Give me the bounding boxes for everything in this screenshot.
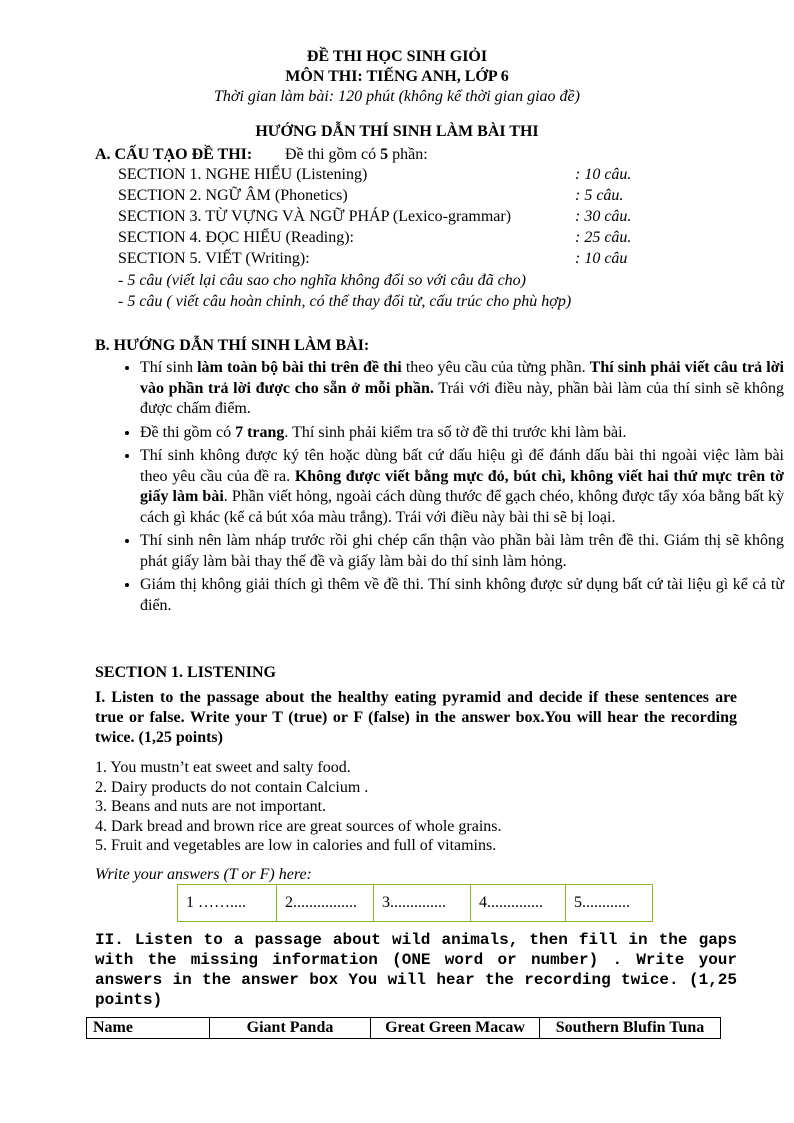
table-header: Southern Blufin Tuna — [540, 1018, 721, 1039]
part1-instruction: I. Listen to the passage about the healthy eating pyramid and decide if these sentences are true or false. Write your T (true) or F (false) in the answer box.You will hear the recording twice. (1,25 points) — [95, 689, 737, 746]
answer-cell[interactable]: 1 …….... — [178, 885, 277, 922]
rules-list — [95, 358, 784, 619]
section-line: SECTION 1. NGHE HIỂU (Listening) — [118, 166, 368, 183]
animals-table — [86, 1017, 721, 1039]
writing-note: - 5 câu ( viết câu hoàn chỉnh, có thể thay đổi từ, cấu trúc cho phù hợp) — [118, 293, 572, 310]
part2-instruction: II. Listen to a passage about wild animals, then fill in the gaps with the missing information (ONE word or number) . Write your answers in the answer box You will hear the recording twice. (1,25 points) — [95, 931, 737, 1009]
structure-label: A. CẤU TẠO ĐỀ THI: — [95, 146, 253, 163]
section-line: SECTION 4. ĐỌC HIỂU (Reading): — [118, 229, 354, 246]
section-count: : 25 câu. — [575, 229, 632, 246]
rule-item: • Thí sinh làm toàn bộ bài thi trên đề thi theo yêu cầu của từng phần. Thí sinh phải viết câu trả lời vào phần trả lời được cho sẵn ở mỗi phần. Trái với điều này, phần bài làm của thí sinh sẽ không được chấm điểm. — [140, 358, 784, 420]
exam-subject: MÔN THI: TIẾNG ANH, LỚP 6 — [285, 68, 509, 85]
section-count: : 10 câu. — [575, 166, 632, 183]
answer-cell[interactable]: 5............ — [566, 885, 653, 922]
statement-item: 3. Beans and nuts are not important. — [95, 798, 327, 815]
answer-prompt: Write your answers (T or F) here: — [95, 866, 312, 883]
table-header: Giant Panda — [210, 1018, 371, 1039]
statement-item: 4. Dark bread and brown rice are great sources of whole grains. — [95, 818, 502, 835]
exam-time: Thời gian làm bài: 120 phút (không kể thời gian giao đề) — [214, 88, 580, 105]
guide-label: B. HƯỚNG DẪN THÍ SINH LÀM BÀI: — [95, 337, 370, 354]
statement-item: 2. Dairy products do not contain Calcium . — [95, 779, 369, 796]
rule-item: • Thí sinh nên làm nháp trước rồi ghi chép cẩn thận vào phần bài làm trên đề thi. Giám thị sẽ không phát giấy làm bài thay thế đề và giấy làm bài do thí sinh làm hỏng. — [140, 531, 784, 572]
answer-cell[interactable]: 4.............. — [471, 885, 566, 922]
statement-item: 5. Fruit and vegetables are low in calories and full of vitamins. — [95, 837, 497, 854]
guide-title: HƯỚNG DẪN THÍ SINH LÀM BÀI THI — [255, 123, 539, 140]
exam-title: ĐỀ THI HỌC SINH GIỎI — [306, 48, 488, 65]
writing-note: - 5 câu (viết lại câu sao cho nghĩa không đổi so với câu đã cho) — [118, 272, 527, 289]
structure-intro: Đề thi gồm có 5 phần: — [285, 146, 428, 163]
rule-item: • Giám thị không giải thích gì thêm về đề thi. Thí sinh không được sử dụng bất cứ tài liệu gì kể cả từ điển. — [140, 575, 784, 616]
table-header: Great Green Macaw — [371, 1018, 540, 1039]
section-line: SECTION 5. VIẾT (Writing): — [118, 250, 310, 267]
section1-title: SECTION 1. LISTENING — [95, 664, 276, 681]
section-line: SECTION 2. NGỮ ÂM (Phonetics) — [118, 187, 348, 204]
answer-cell[interactable]: 3.............. — [374, 885, 471, 922]
section-count: : 10 câu — [575, 250, 628, 267]
section-count: : 30 câu. — [575, 208, 632, 225]
rule-item: • Thí sinh không được ký tên hoặc dùng bất cứ dấu hiệu gì để đánh dấu bài thi ngoài việc làm bài theo yêu cầu của đề ra. Không được viết bằng mực đỏ, bút chì, không viết hai thứ mực trên tờ giấy làm bài. Phần viết hỏng, ngoài cách dùng thước để gạch chéo, không được tẩy xóa bằng bất kỳ cách gì khác (kể cả bút xóa màu trắng). Trái với điều này bài thi sẽ bị loại. — [140, 446, 784, 528]
statement-item: 1. You mustn’t eat sweet and salty food. — [95, 759, 351, 776]
table-header: Name — [87, 1018, 210, 1039]
answer-cell[interactable]: 2................ — [277, 885, 374, 922]
answer-box — [177, 884, 653, 922]
section-count: : 5 câu. — [575, 187, 624, 204]
rule-item: • Đề thi gồm có 7 trang. Thí sinh phải kiểm tra số tờ đề thi trước khi làm bài. — [140, 423, 784, 444]
section-line: SECTION 3. TỪ VỰNG VÀ NGỮ PHÁP (Lexico-grammar) — [118, 208, 512, 225]
